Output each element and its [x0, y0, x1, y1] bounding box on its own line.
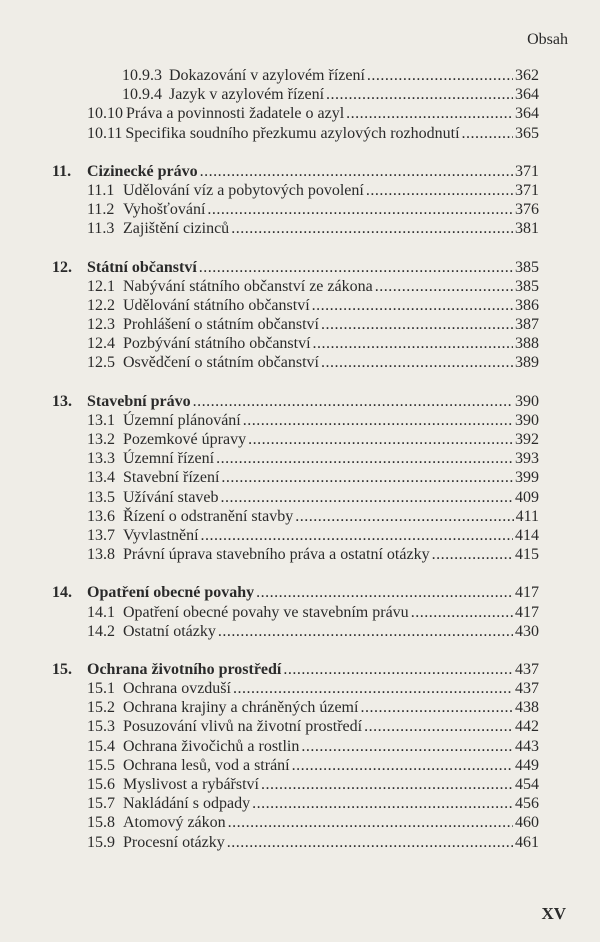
entry-number: 13.4: [87, 469, 115, 487]
toc-entry: [52, 353, 539, 372]
entry-page: 390: [515, 392, 539, 410]
entry-title: Pozemkové úpravy: [123, 431, 247, 448]
entry-page: 449: [515, 756, 539, 774]
entry-number: 15.7: [87, 795, 115, 813]
entry-title: Udělování státního občanství: [123, 296, 310, 314]
entry-title: Vyvlastnění: [123, 526, 199, 544]
entry-page: 376: [515, 201, 539, 219]
dot-leader: [207, 200, 513, 219]
toc-chapter-entry: [52, 392, 539, 411]
entry-page: 371: [515, 162, 539, 180]
entry-number: 10.9.3: [122, 67, 162, 84]
dot-leader: [200, 162, 513, 181]
toc-entry: [52, 200, 539, 219]
toc-chapter-entry: [52, 660, 539, 679]
toc-entry: [52, 85, 539, 104]
entry-number: 15.2: [87, 699, 115, 717]
toc-entry: [52, 717, 539, 736]
dot-leader: [321, 315, 513, 334]
toc-entry: [52, 679, 539, 698]
entry-number: 15.3: [87, 718, 115, 736]
toc-entry: [52, 794, 539, 813]
entry-page: 387: [515, 316, 539, 334]
entry-page: 389: [515, 354, 539, 372]
toc-entry: [52, 507, 539, 526]
entry-number: 13.: [52, 392, 72, 410]
entry-title: Územní plánování: [123, 411, 241, 429]
entry-page: 417: [515, 603, 539, 621]
dot-leader: [218, 622, 513, 641]
dot-leader: [301, 737, 513, 756]
entry-number: 14.2: [87, 622, 115, 640]
entry-title: Ochrana životního prostředí: [87, 660, 282, 678]
entry-title: Ochrana živočichů a rostlin: [123, 737, 300, 755]
entry-number: 11.: [52, 162, 72, 180]
entry-title: Cizinecké právo: [87, 162, 198, 180]
entry-title: Vyhošťování: [123, 201, 206, 219]
dot-leader: [295, 507, 513, 526]
toc-group: [52, 258, 539, 373]
entry-title: Právní úprava stavebního práva a ostatní otázky: [123, 546, 430, 564]
dot-leader: [228, 813, 513, 832]
entry-number: 12.: [52, 258, 72, 276]
dot-leader: [221, 488, 513, 507]
entry-number: 15.9: [87, 833, 115, 851]
entry-page: 388: [515, 335, 539, 353]
dot-leader: [367, 66, 513, 85]
toc-entry: [52, 315, 539, 334]
dot-leader: [256, 583, 513, 602]
dot-leader: [227, 833, 513, 852]
dot-leader: [243, 411, 513, 430]
entry-page: 417: [515, 584, 539, 602]
entry-number: 12.4: [87, 335, 115, 353]
entry-page: 392: [515, 431, 539, 448]
entry-title: Dokazování v azylovém řízení: [169, 67, 365, 84]
entry-title: Užívání staveb: [123, 488, 219, 506]
dot-leader: [283, 660, 513, 679]
entry-number: 13.3: [87, 450, 115, 468]
entry-title: Stavební právo: [87, 392, 191, 410]
dot-leader: [201, 526, 513, 545]
entry-number: 15.: [52, 660, 72, 678]
dot-leader: [321, 353, 513, 372]
entry-number: 12.2: [87, 296, 115, 314]
dot-leader: [216, 449, 513, 468]
toc-entry: [52, 296, 539, 315]
entry-page: 364: [515, 105, 539, 123]
dot-leader: [312, 296, 513, 315]
toc-group: [52, 66, 539, 143]
entry-page: 456: [515, 795, 539, 813]
entry-title: Prohlášení o státním občanství: [123, 316, 319, 334]
dot-leader: [364, 717, 513, 736]
entry-page: 364: [515, 86, 539, 104]
entry-title: Osvědčení o státním občanství: [123, 354, 319, 372]
entry-number: 13.2: [87, 431, 115, 448]
toc-entry: [52, 775, 539, 794]
toc-entry: [52, 622, 539, 641]
entry-number: 11.3: [87, 220, 115, 238]
entry-number: 13.6: [87, 507, 115, 525]
entry-title: Myslivost a rybářství: [123, 776, 259, 793]
toc-group: [52, 583, 539, 641]
dot-leader: [366, 181, 513, 200]
toc-entry: [52, 449, 539, 468]
toc-group: [52, 392, 539, 565]
entry-title: Ochrana ovzduší: [123, 680, 231, 698]
toc-entry: [52, 430, 539, 449]
entry-page: 460: [515, 814, 539, 832]
toc-entry: [52, 181, 539, 200]
entry-page: 454: [515, 776, 539, 793]
entry-page: 414: [515, 526, 539, 544]
entry-page: 442: [515, 718, 539, 736]
toc-entry: [52, 277, 539, 296]
dot-leader: [199, 258, 513, 277]
entry-page: 443: [515, 737, 539, 755]
toc-entry: [52, 66, 539, 85]
toc-entry: [52, 698, 539, 717]
entry-number: 14.: [52, 584, 72, 602]
toc-entry: [52, 488, 539, 507]
entry-number: 10.9.4: [122, 86, 162, 104]
page-number: XV: [541, 904, 566, 923]
entry-title: Územní řízení: [123, 450, 215, 468]
entry-number: 12.1: [87, 277, 115, 295]
entry-page: 437: [515, 680, 539, 698]
entry-page: 386: [515, 296, 539, 314]
entry-page: 385: [515, 277, 539, 295]
entry-title: Udělování víz a pobytových povolení: [123, 181, 364, 199]
entry-title: Jazyk v azylovém řízení: [169, 86, 325, 104]
toc-entry: [52, 468, 539, 487]
dot-leader: [326, 85, 513, 104]
entry-number: 15.4: [87, 737, 115, 755]
toc-entry: [52, 813, 539, 832]
dot-leader: [248, 430, 513, 449]
toc-chapter-entry: [52, 258, 539, 277]
toc-entry: [52, 545, 539, 564]
entry-page: 411: [515, 507, 539, 525]
dot-leader: [313, 334, 513, 353]
entry-page: 461: [515, 833, 539, 851]
toc-entry: [52, 833, 539, 852]
entry-number: 15.8: [87, 814, 115, 832]
entry-number: 13.1: [87, 411, 115, 429]
entry-title: Ochrana lesů, vod a strání: [123, 756, 290, 774]
entry-title: Posuzování vlivů na životní prostředí: [123, 718, 363, 736]
dot-leader: [375, 277, 513, 296]
entry-page: 430: [515, 622, 539, 640]
entry-title: Atomový zákon: [123, 814, 226, 832]
entry-number: 15.1: [87, 680, 115, 698]
toc-group: [52, 162, 539, 239]
entry-page: 371: [515, 181, 539, 199]
dot-leader: [193, 392, 513, 411]
entry-number: 11.2: [87, 201, 115, 219]
dot-leader: [411, 603, 513, 622]
dot-leader: [233, 679, 513, 698]
dot-leader: [346, 104, 513, 123]
entry-page: 381: [515, 220, 539, 238]
toc-entry: [52, 334, 539, 353]
entry-page: 362: [515, 67, 539, 84]
entry-number: 10.11: [87, 124, 123, 142]
toc-entry: [52, 603, 539, 622]
table-of-contents: [52, 66, 539, 871]
toc-entry: [52, 756, 539, 775]
entry-title: Ochrana krajiny a chráněných území: [123, 699, 359, 717]
entry-title: Státní občanství: [87, 258, 197, 276]
dot-leader: [221, 468, 513, 487]
entry-page: 393: [515, 450, 539, 468]
dot-leader: [261, 775, 513, 794]
toc-entry: [52, 411, 539, 430]
dot-leader: [462, 124, 513, 143]
entry-title: Zajištění cizinců: [123, 220, 230, 238]
toc-group: [52, 660, 539, 852]
entry-number: 13.5: [87, 488, 115, 506]
entry-number: 13.8: [87, 546, 115, 564]
dot-leader: [252, 794, 513, 813]
dot-leader: [292, 756, 513, 775]
entry-number: 10.10: [87, 105, 123, 123]
entry-page: 399: [515, 469, 539, 487]
entry-number: 13.7: [87, 526, 115, 544]
entry-title: Pozbývání státního občanství: [123, 335, 311, 353]
running-header: Obsah: [527, 31, 568, 48]
entry-page: 438: [515, 699, 539, 717]
entry-title: Práva a povinnosti žadatele o azyl: [126, 105, 345, 123]
entry-page: 409: [515, 488, 539, 506]
toc-chapter-entry: [52, 162, 539, 181]
entry-page: 385: [515, 258, 539, 276]
entry-number: 15.5: [87, 756, 115, 774]
dot-leader: [360, 698, 513, 717]
dot-leader: [432, 545, 513, 564]
entry-number: 12.3: [87, 316, 115, 334]
entry-title: Ostatní otázky: [123, 622, 216, 640]
toc-entry: [52, 219, 539, 238]
toc-entry: [52, 124, 539, 143]
entry-title: Řízení o odstranění stavby: [123, 507, 294, 525]
entry-title: Opatření obecné povahy ve stavebním právu: [123, 603, 409, 621]
dot-leader: [231, 219, 513, 238]
toc-entry: [52, 104, 539, 123]
entry-title: Opatření obecné povahy: [87, 584, 255, 602]
toc-chapter-entry: [52, 583, 539, 602]
entry-number: 12.5: [87, 354, 115, 372]
entry-page: 365: [515, 124, 539, 142]
entry-number: 14.1: [87, 603, 115, 621]
entry-title: Nabývání státního občanství ze zákona: [123, 277, 373, 295]
entry-title: Procesní otázky: [123, 833, 225, 851]
entry-page: 390: [515, 411, 539, 429]
entry-number: 15.6: [87, 776, 115, 793]
entry-title: Stavební řízení: [123, 469, 220, 487]
toc-entry: [52, 737, 539, 756]
entry-page: 437: [515, 660, 539, 678]
entry-title: Nakládání s odpady: [123, 795, 251, 813]
entry-number: 11.1: [87, 181, 115, 199]
toc-entry: [52, 526, 539, 545]
entry-title: Specifika soudního přezkumu azylových rozhodnutí: [125, 124, 460, 142]
entry-page: 415: [515, 546, 539, 564]
